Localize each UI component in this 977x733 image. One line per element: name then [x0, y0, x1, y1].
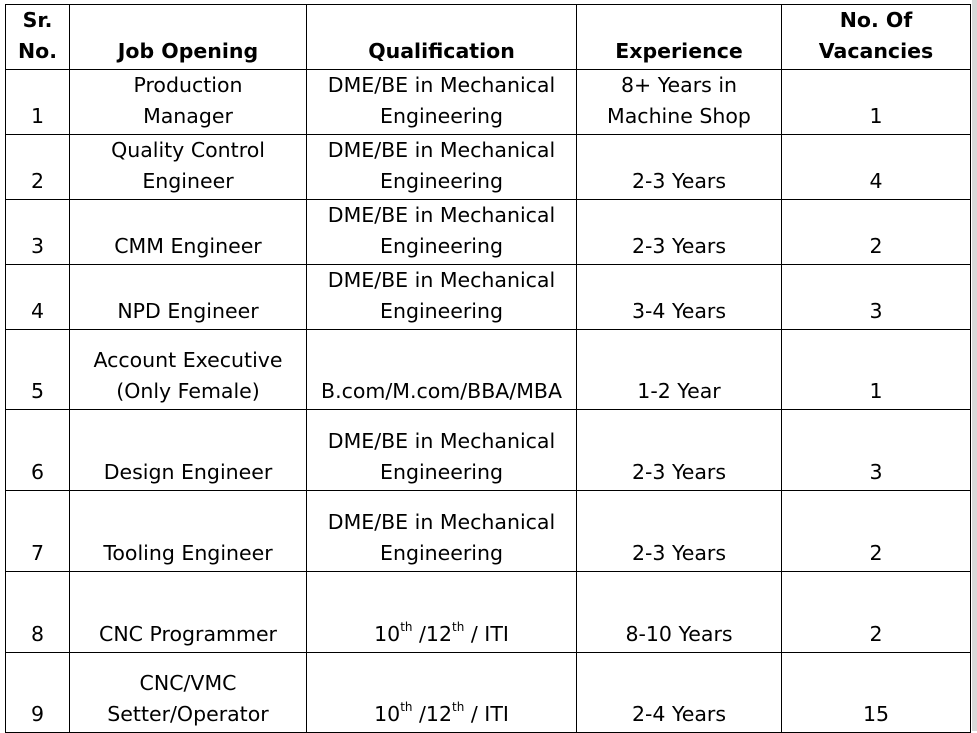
cell-job: Production Manager — [70, 70, 307, 135]
cell-job: Account Executive (Only Female) — [70, 330, 307, 410]
cell-vacancies: 2 — [782, 491, 971, 572]
cell-sr: 2 — [6, 135, 70, 200]
table-row — [6, 653, 971, 733]
cell-sr: 8 — [6, 572, 70, 653]
cell-job: Design Engineer — [70, 410, 307, 491]
table-row — [6, 135, 971, 200]
cell-experience: 1-2 Year — [577, 330, 782, 410]
cell-qualification: 10th /12th / ITI — [307, 572, 577, 653]
cell-qualification: DME/BE in Mechanical Engineering — [307, 200, 577, 265]
cell-sr: 9 — [6, 653, 70, 733]
cell-job: CNC Programmer — [70, 572, 307, 653]
cell-experience: 2-3 Years — [577, 135, 782, 200]
cell-experience: 2-4 Years — [577, 653, 782, 733]
table-row — [6, 572, 971, 653]
cell-sr: 6 — [6, 410, 70, 491]
table-row — [6, 265, 971, 330]
cell-job: CNC/VMC Setter/Operator — [70, 653, 307, 733]
job-openings-table — [5, 4, 971, 733]
cell-experience: 2-3 Years — [577, 491, 782, 572]
cell-vacancies: 2 — [782, 200, 971, 265]
cell-experience: 3-4 Years — [577, 265, 782, 330]
header-sr-no: Sr. No. — [6, 5, 70, 70]
table-row — [6, 200, 971, 265]
table-row — [6, 70, 971, 135]
header-job-opening: Job Opening — [70, 5, 307, 70]
cell-vacancies: 15 — [782, 653, 971, 733]
cell-experience: 8-10 Years — [577, 572, 782, 653]
header-experience: Experience — [577, 5, 782, 70]
cell-job: NPD Engineer — [70, 265, 307, 330]
cell-vacancies: 3 — [782, 410, 971, 491]
cell-qualification: DME/BE in Mechanical Engineering — [307, 265, 577, 330]
cell-job: Quality Control Engineer — [70, 135, 307, 200]
table-row — [6, 410, 971, 491]
cell-vacancies: 1 — [782, 70, 971, 135]
cell-sr: 5 — [6, 330, 70, 410]
table-row — [6, 491, 971, 572]
cell-qualification: B.com/M.com/BBA/MBA — [307, 330, 577, 410]
cell-qualification: 10th /12th / ITI — [307, 653, 577, 733]
cell-vacancies: 3 — [782, 265, 971, 330]
header-vacancies: No. Of Vacancies — [782, 5, 971, 70]
cell-sr: 7 — [6, 491, 70, 572]
cell-sr: 4 — [6, 265, 70, 330]
table-row — [6, 330, 971, 410]
cell-qualification: DME/BE in Mechanical Engineering — [307, 491, 577, 572]
cell-sr: 1 — [6, 70, 70, 135]
cell-qualification: DME/BE in Mechanical Engineering — [307, 410, 577, 491]
cell-sr: 3 — [6, 200, 70, 265]
cell-vacancies: 2 — [782, 572, 971, 653]
cell-vacancies: 4 — [782, 135, 971, 200]
cell-experience: 8+ Years in Machine Shop — [577, 70, 782, 135]
cell-job: CMM Engineer — [70, 200, 307, 265]
cell-experience: 2-3 Years — [577, 200, 782, 265]
cell-qualification: DME/BE in Mechanical Engineering — [307, 135, 577, 200]
cell-vacancies: 1 — [782, 330, 971, 410]
page-edge-shadow — [972, 0, 977, 731]
header-qualification: Qualification — [307, 5, 577, 70]
cell-qualification: DME/BE in Mechanical Engineering — [307, 70, 577, 135]
cell-job: Tooling Engineer — [70, 491, 307, 572]
table-header-row — [6, 5, 971, 70]
cell-experience: 2-3 Years — [577, 410, 782, 491]
